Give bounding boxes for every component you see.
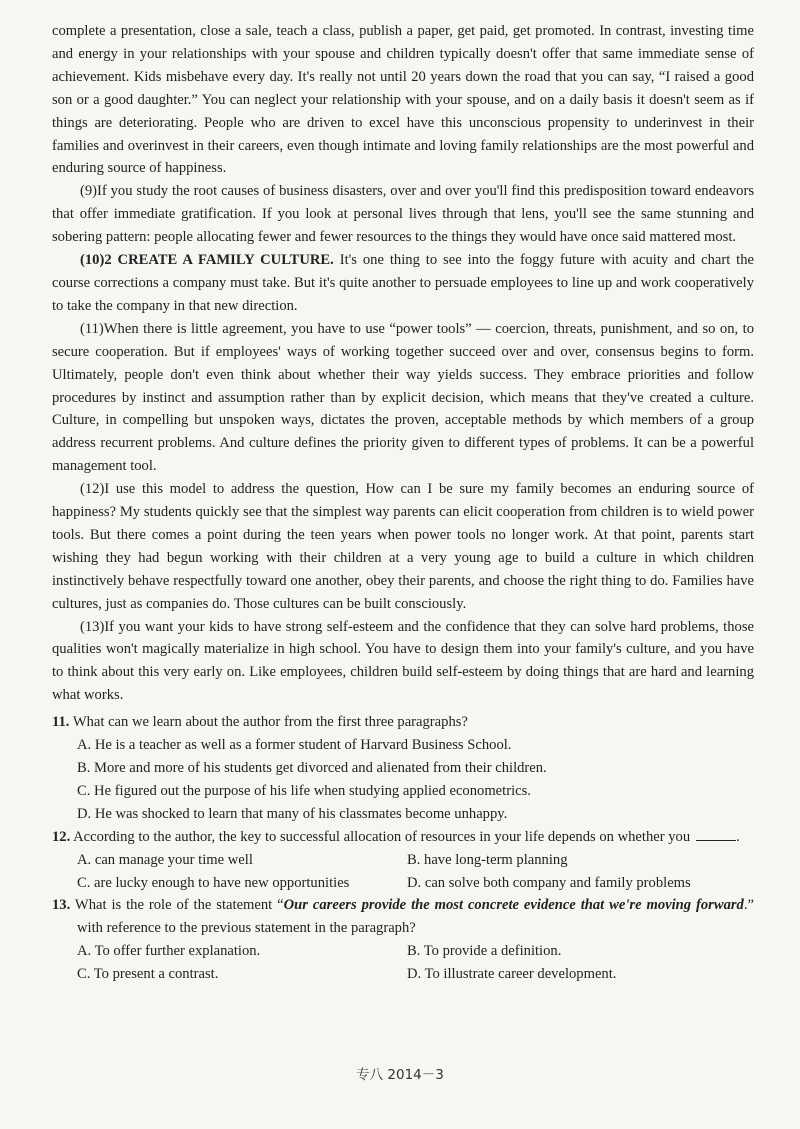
paragraph-10-text: It's one thing to see into the foggy future with acuity and chart the course corrections a company must take. But it's quite another to persuade employees to line up and work cooperatively to take the company in that new direction. — [52, 252, 755, 314]
option-d[interactable]: D. To illustrate career development. — [407, 966, 617, 983]
option-c[interactable]: C. To present a contrast. — [77, 966, 219, 983]
option-b[interactable]: B. More and more of his students get divorced and alienated from their children. — [77, 760, 547, 776]
question-stem: According to the author, the key to successful allocation of resources in your life depends on whether you — [73, 828, 691, 845]
option-a[interactable]: A. can manage your time well — [77, 851, 253, 868]
paragraph-continuation: complete a presentation, close a sale, teach a class, publish a paper, get paid, get promoted. In contrast, investing time and energy in your relationships with your spouse and children typically doesn't offer that same immediate sense of achievement. Kids misbehave every day. It's really not until 20 years down the road that you can say, “I raised a good son or a good daughter.” You can neglect your relationship with your spouse, and on a daily basis it doesn't seem as if things are deteriorating. People who are driven to excel have this unconscious propensity to underinvest in their families and overinvest in their careers, even though intimate and loving family relationships are the most powerful and enduring source of happiness. — [52, 23, 754, 177]
paragraph-12: (12)I use this model to address the question, How can I be sure my family becomes an enduring source of happiness? My students quickly see that the simplest way parents can elicit cooperation from children is to wield power tools. But there comes a point during the teen years when power tools no longer work. At that point, parents start wishing they had begun working with their children at a very young age to build a culture in which children instinctively behave respectfully toward one another, obey their parents, and choose the right thing to do. Families have cultures, just as companies do. Those cultures can be built consciously. — [52, 481, 754, 612]
option-a[interactable]: A. He is a teacher as well as a former student of Harvard Business School. — [77, 737, 512, 754]
paragraph-9: (9)If you study the root causes of business disasters, over and over you'll find this predisposition toward endeavors that offer immediate gratification. If you look at personal lives through that lens, you'll see the same stunning and sobering pattern: people allocating fewer and fewer resources to the things they would have once said mattered most. — [52, 183, 754, 246]
option-a[interactable]: A. To offer further explanation. — [77, 943, 261, 960]
page-footer: 专八 2014－3 — [356, 1067, 444, 1083]
paragraph-11: (11)When there is little agreement, you have to use “power tools” — coercion, threats, punishment, and so on, to secure cooperation. But if employees' ways of working together succeed over and over, consensus begins to form. Ultimately, people don't even think about whether their way yields success. They embrace priorities and follow procedures by instinct and assumption rather than by explicit decision, which means that they've created a culture. Culture, in compelling but unspoken ways, dictates the proven, acceptable methods by which members of a group address recurrent problems. And culture defines the priority given to different types of problems. It can be a powerful management tool. — [52, 320, 754, 475]
question-stem: What can we learn about the author from the first three paragraphs? — [72, 714, 468, 731]
questions — [52, 711, 754, 986]
options — [52, 940, 754, 986]
options — [52, 849, 754, 895]
question-stem-pre: What is the role of the statement “ — [74, 897, 284, 914]
section-heading: (10)2 CREATE A FAMILY CULTURE. — [80, 252, 334, 269]
paragraph-13: (13)If you want your kids to have strong self-esteem and the confidence that they can solve hard problems, those qualities won't magically materialize in high school. You have to design them into your family's culture, and you have to think about this very early on. Like employees, children build self-esteem by doing things that are hard and learning what works. — [52, 618, 754, 704]
question-number: 11. — [52, 714, 70, 731]
answer-blank — [696, 828, 736, 841]
option-b[interactable]: B. To provide a definition. — [407, 943, 562, 960]
question-11 — [52, 711, 754, 826]
question-stem-end: . — [736, 828, 740, 845]
question-number: 12. — [52, 828, 71, 845]
passage — [52, 20, 754, 707]
option-d[interactable]: D. He was shocked to learn that many of his classmates become unhappy. — [77, 805, 508, 822]
option-c[interactable]: C. He figured out the purpose of his life when studying applied econometrics. — [77, 782, 531, 799]
quoted-statement: Our careers provide the most concrete evidence that we're moving forward — [283, 897, 744, 914]
option-b[interactable]: B. have long-term planning — [407, 851, 568, 868]
question-13 — [52, 894, 754, 986]
option-d[interactable]: D. can solve both company and family problems — [407, 874, 691, 891]
question-number: 13. — [52, 897, 71, 914]
options — [52, 734, 754, 826]
paragraph-10 — [52, 249, 754, 318]
option-c[interactable]: C. are lucky enough to have new opportunities — [77, 874, 350, 891]
question-12 — [52, 826, 754, 895]
question-stem-post: .” with reference to the previous statement in the paragraph? — [77, 897, 754, 937]
